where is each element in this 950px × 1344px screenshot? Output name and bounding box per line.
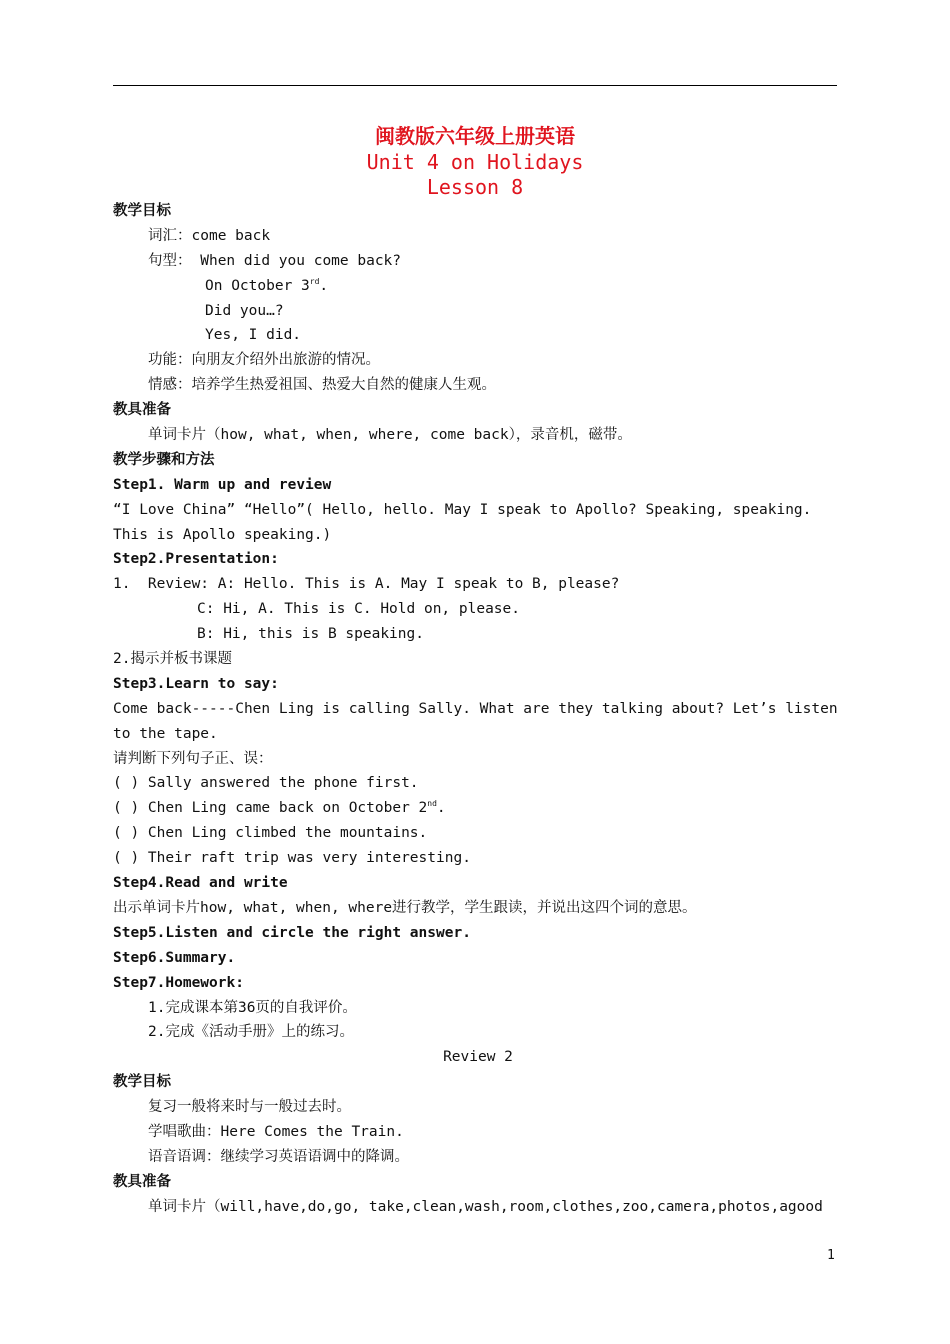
step4-title: Step4.Read and write (113, 875, 288, 892)
header-rule (113, 85, 837, 86)
review2-goal-3: 语音语调：继续学习英语语调中的降调。 (148, 1148, 409, 1165)
pattern-line-1 (113, 249, 843, 274)
step5-title: Step5.Listen and circle the right answer. (113, 924, 471, 941)
step1-title: Step1. Warm up and review (113, 476, 332, 493)
emotion-line: 情感：培养学生热爱祖国、热爱大自然的健康人生观。 (148, 377, 496, 394)
pattern-2: On October 3 (205, 277, 310, 294)
judge-item-3: ( ) Chen Ling climbed the mountains. (113, 825, 428, 842)
pattern-line-4: Yes, I did. (205, 327, 302, 344)
judge-item-2 (113, 796, 843, 821)
lesson-title: Lesson 8 (426, 175, 524, 199)
review2-prep: 单词卡片（will,have,do,go, take,clean,wash,room,clothes,zoo,camera,photos,agood (148, 1198, 823, 1215)
step2-title: Step2.Presentation: (113, 551, 279, 568)
review2-goal-2: 学唱歌曲：Here Comes the Train. (148, 1123, 404, 1140)
document-body (113, 199, 843, 1220)
step3-line-2: to the tape. (113, 725, 218, 742)
judge-2-suffix: nd (427, 799, 437, 809)
page-number: 1 (827, 1248, 835, 1263)
pattern-line-3: Did you…? (205, 302, 284, 319)
section-heading-steps: 教学步骤和方法 (113, 451, 215, 468)
judge-item-1: ( ) Sally answered the phone first. (113, 775, 419, 792)
judge-2-end: . (436, 800, 446, 817)
step2-review-2: C: Hi, A. This is C. Hold on, please. (197, 601, 521, 618)
review2-heading-prep: 教具准备 (113, 1173, 171, 1190)
step1-line-1: “I Love China” “Hello”( Hello, hello. May I speak to Apollo? Speaking, speaking. (113, 501, 812, 518)
review2-title: Review 2 (443, 1049, 513, 1066)
pattern-line-2 (113, 274, 843, 299)
prep-line: 单词卡片（how, what, when, where, come back），录音机，磁带。 (148, 427, 632, 444)
step7-title: Step7.Homework: (113, 974, 244, 991)
pattern-1: When did you come back? (191, 252, 402, 269)
vocab-line: 词汇：come back (148, 227, 271, 244)
doc-title: 闽教版六年级上册英语 (375, 124, 575, 148)
pattern-2-end: . (319, 277, 329, 294)
step6-title: Step6.Summary. (113, 949, 236, 966)
judge-item-4: ( ) Their raft trip was very interesting. (113, 850, 471, 867)
step3-line-1: Come back-----Chen Ling is calling Sally. What are they talking about? Let’s listen (113, 700, 838, 717)
pattern-label: 句型： (148, 252, 192, 269)
step2-review-3: B: Hi, this is B speaking. (197, 626, 424, 643)
unit-title: Unit 4 on Holidays (366, 150, 584, 174)
step1-line-2: This is Apollo speaking.) (113, 526, 332, 543)
section-heading-goals: 教学目标 (113, 203, 171, 219)
pattern-2-suffix: rd (309, 276, 320, 286)
judge-2-text: ( ) Chen Ling came back on October 2 (113, 800, 428, 817)
function-line: 功能：向朋友介绍外出旅游的情况。 (148, 352, 380, 369)
step2-item-2: 2.揭示并板书课题 (113, 651, 232, 668)
section-heading-prep: 教具准备 (113, 402, 171, 419)
step3-title: Step3.Learn to say: (113, 675, 279, 692)
step4-text: 出示单词卡片how, what, when, where进行教学，学生跟读，并说出这四个词的意思。 (113, 899, 697, 916)
homework-2: 2.完成《活动手册》上的练习。 (148, 1024, 354, 1041)
judge-prompt: 请判断下列句子正、误： (113, 750, 273, 767)
homework-1: 1.完成课本第36页的自我评价。 (148, 999, 357, 1016)
review2-heading-goals: 教学目标 (113, 1074, 171, 1091)
review2-goal-1: 复习一般将来时与一般过去时。 (148, 1099, 351, 1116)
step2-review-1: 1. Review: A: Hello. This is A. May I speak to B, please? (113, 576, 620, 593)
